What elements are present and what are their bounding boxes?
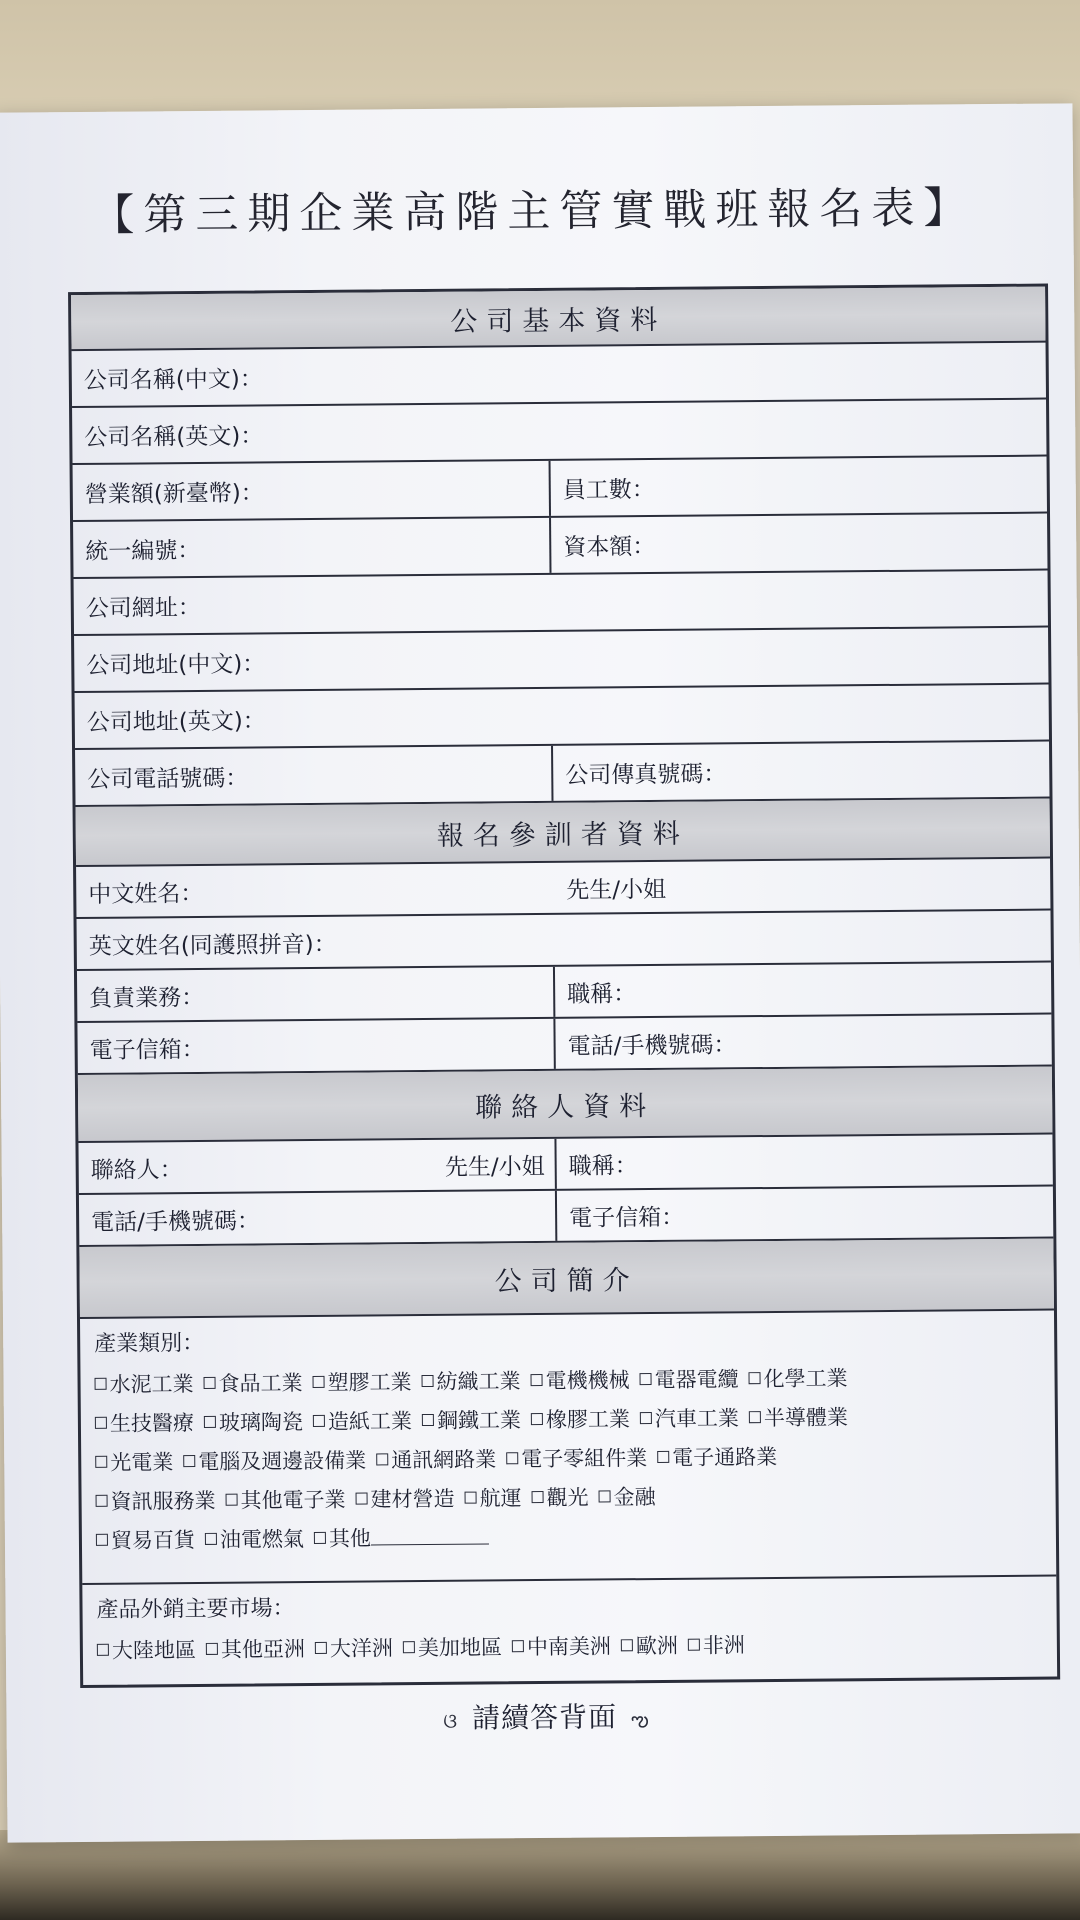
checkbox-icon[interactable] [532, 1491, 544, 1503]
checkbox-icon[interactable] [226, 1494, 238, 1506]
row-revenue-employees [73, 457, 1047, 522]
other-blank-line[interactable] [371, 1525, 489, 1545]
contact-mobile-field[interactable]: 電話/手機號碼： [79, 1191, 557, 1245]
ornament-right: ఌ [630, 1707, 650, 1732]
checkbox-option[interactable] [640, 1399, 739, 1439]
trainee-gender-label: 先生/小姐 [566, 876, 667, 904]
checkbox-option[interactable] [355, 1480, 454, 1520]
checkbox-icon[interactable] [376, 1453, 388, 1465]
checkbox-label: 光電業 [110, 1450, 174, 1475]
checkbox-option[interactable] [205, 1520, 304, 1560]
checkbox-option[interactable] [421, 1362, 520, 1402]
checkbox-icon[interactable] [96, 1495, 108, 1507]
website-field[interactable]: 公司網址： [85, 594, 201, 622]
checkbox-option[interactable] [376, 1440, 496, 1480]
checkbox-option[interactable] [95, 1443, 173, 1483]
checkbox-label: 油電燃氣 [219, 1527, 305, 1552]
checkbox-icon[interactable] [749, 1411, 761, 1423]
row-company-name-zh [72, 343, 1046, 408]
checkbox-icon[interactable] [422, 1414, 434, 1426]
checkbox-label: 建材營造 [370, 1486, 455, 1512]
checkbox-label: 其他電子業 [240, 1487, 346, 1513]
checkbox-label: 食品工業 [218, 1371, 303, 1396]
checkbox-label: 金融 [613, 1485, 656, 1510]
checkbox-icon[interactable] [530, 1374, 542, 1386]
row-contact-mobile-email [79, 1187, 1053, 1247]
checkbox-icon[interactable] [205, 1533, 217, 1545]
contact-title-field[interactable]: 職稱： [568, 1152, 638, 1180]
checkbox-icon[interactable] [657, 1451, 669, 1463]
checkbox-icon[interactable] [95, 1378, 107, 1390]
checkbox-label: 鋼鐵工業 [436, 1408, 522, 1433]
contact-name-field[interactable] [78, 1139, 556, 1193]
background-bottom [0, 1830, 1080, 1920]
checkbox-label: 貿易百貨 [110, 1528, 196, 1553]
checkbox-icon[interactable] [512, 1640, 524, 1652]
checkbox-label: 電器電纜 [654, 1367, 739, 1393]
checkbox-option[interactable] [203, 1364, 302, 1404]
industry-options [80, 1311, 1056, 1583]
industry-checkbox-list [94, 1358, 1042, 1561]
trainee-email-field[interactable]: 電子信箱： [77, 1019, 555, 1073]
address-en-field[interactable]: 公司地址(英文)： [86, 708, 266, 736]
trainee-duty-field[interactable]: 負責業務： [77, 967, 555, 1021]
checkbox-option[interactable] [183, 1442, 366, 1483]
market-line [97, 1624, 1043, 1671]
checkbox-icon[interactable] [465, 1492, 477, 1504]
checkbox-icon[interactable] [621, 1639, 633, 1651]
row-company-name-en [72, 400, 1046, 465]
checkbox-icon[interactable] [204, 1416, 216, 1428]
row-taxid-capital [73, 514, 1047, 579]
checkbox-option[interactable] [531, 1479, 588, 1518]
checkbox-label: 紡織工業 [436, 1369, 521, 1394]
continue-on-back-note [6, 1691, 1080, 1741]
checkbox-label: 非洲 [702, 1633, 745, 1658]
checkbox-icon[interactable] [313, 1376, 325, 1388]
checkbox-icon[interactable] [506, 1452, 518, 1464]
checkbox-label: 電子零組件業 [521, 1446, 648, 1472]
row-website [74, 571, 1048, 636]
checkbox-option[interactable] [225, 1481, 345, 1521]
contact-gender-label: 先生/小姐 [444, 1153, 545, 1181]
checkbox-icon[interactable] [356, 1493, 368, 1505]
trainee-name-en-field[interactable]: 英文姓名(同護照拼音)： [88, 931, 337, 960]
checkbox-icon[interactable] [97, 1644, 109, 1656]
checkbox-label: 電子通路業 [672, 1444, 778, 1470]
revenue-field[interactable]: 營業額(新臺幣)： [73, 461, 551, 520]
checkbox-label: 塑膠工業 [327, 1370, 412, 1395]
checkbox-label: 資訊服務業 [110, 1488, 216, 1514]
checkbox-option[interactable] [512, 1627, 611, 1667]
checkbox-option[interactable] [94, 1365, 193, 1405]
employees-field[interactable]: 員工數： [562, 476, 655, 504]
industry-label: 產業類別： [94, 1330, 205, 1357]
checkbox-label: 電腦及週邊設備業 [198, 1448, 367, 1475]
section-header-company: 公司基本資料 [71, 287, 1045, 351]
checkbox-label: 半導體業 [763, 1405, 848, 1431]
checkbox-label: 航運 [479, 1486, 522, 1511]
checkbox-icon[interactable] [531, 1413, 543, 1425]
capital-field[interactable]: 資本額： [563, 533, 656, 561]
row-industry [80, 1311, 1056, 1585]
checkbox-icon[interactable] [183, 1455, 195, 1467]
checkbox-icon[interactable] [640, 1412, 652, 1424]
contact-name-label: 聯絡人： [90, 1156, 183, 1184]
checkbox-option[interactable] [749, 1398, 848, 1438]
checkbox-icon[interactable] [95, 1417, 107, 1429]
checkbox-label: 大陸地區 [111, 1638, 196, 1663]
checkbox-label: 其他亞洲 [220, 1637, 305, 1662]
checkbox-option[interactable] [97, 1631, 196, 1671]
registration-form-sheet [0, 103, 1080, 1842]
trainee-name-zh-field[interactable]: 中文姓名： [88, 880, 204, 908]
row-trainee-duty-title [77, 963, 1051, 1023]
checkbox-label: 生技醫療 [109, 1411, 195, 1436]
checkbox-option[interactable] [95, 1404, 194, 1444]
checkbox-icon[interactable] [314, 1532, 326, 1544]
checkbox-option[interactable] [204, 1403, 303, 1443]
checkbox-label: 大洋洲 [329, 1636, 393, 1661]
company-phone-field[interactable]: 公司電話號碼： [75, 746, 553, 805]
checkbox-option[interactable] [315, 1629, 393, 1669]
checkbox-option[interactable] [748, 1359, 847, 1399]
checkbox-label: 其他 [328, 1526, 372, 1551]
continue-text: 請續答背面 [471, 1700, 618, 1735]
checkbox-option[interactable] [312, 1363, 411, 1403]
checkbox-label: 化學工業 [763, 1366, 848, 1392]
checkbox-label: 造紙工業 [327, 1409, 413, 1434]
industry-line [96, 1514, 1042, 1561]
checkbox-label: 通訊網路業 [391, 1447, 497, 1473]
address-zh-field[interactable]: 公司地址(中文)： [86, 651, 266, 679]
form-title: 【第三期企業高階主管實戰班報名表】 [91, 183, 976, 241]
checkbox-option[interactable] [206, 1630, 305, 1670]
checkbox-option[interactable] [464, 1479, 521, 1518]
checkbox-option[interactable] [531, 1400, 630, 1440]
company-name-zh-field[interactable]: 公司名稱(中文)： [83, 366, 263, 394]
checkbox-option[interactable] [95, 1482, 215, 1522]
market-checkbox-list [97, 1624, 1043, 1671]
checkbox-icon[interactable] [95, 1456, 107, 1468]
company-fax-field[interactable]: 公司傳真號碼： [565, 761, 727, 789]
trainee-mobile-field[interactable]: 電話/手機號碼： [567, 1031, 737, 1060]
checkbox-icon[interactable] [206, 1643, 218, 1655]
ornament-left: ଓ [443, 1708, 459, 1733]
checkbox-option[interactable] [313, 1402, 412, 1442]
checkbox-label: 歐洲 [635, 1633, 678, 1659]
market-label: 產品外銷主要市場： [96, 1596, 295, 1623]
contact-email-field[interactable]: 電子信箱： [569, 1204, 685, 1232]
section-header-trainee: 報名參訓者資料 [76, 799, 1050, 867]
row-address-en [75, 685, 1049, 750]
market-options [82, 1577, 1057, 1685]
checkbox-icon[interactable] [204, 1377, 216, 1389]
checkbox-option[interactable] [688, 1626, 745, 1665]
checkbox-icon[interactable] [96, 1534, 108, 1546]
checkbox-option[interactable] [530, 1361, 629, 1401]
checkbox-icon[interactable] [748, 1372, 760, 1384]
section-header-contact: 聯絡人資料 [78, 1067, 1053, 1143]
checkbox-label: 玻璃陶瓷 [218, 1410, 304, 1435]
checkbox-option[interactable] [639, 1360, 738, 1400]
checkbox-label: 觀光 [546, 1485, 589, 1510]
row-trainee-email-mobile [77, 1015, 1051, 1075]
row-trainee-name-en [77, 911, 1051, 971]
tax-id-field[interactable]: 統一編號： [73, 518, 551, 577]
checkbox-option[interactable] [96, 1521, 195, 1561]
trainee-title-field[interactable]: 職稱： [567, 980, 637, 1008]
section-header-profile: 公司簡介 [79, 1239, 1054, 1319]
checkbox-icon[interactable] [599, 1490, 611, 1502]
checkbox-option[interactable] [506, 1439, 647, 1479]
checkbox-option[interactable] [422, 1401, 521, 1441]
row-markets [82, 1577, 1057, 1685]
checkbox-icon[interactable] [422, 1375, 434, 1387]
checkbox-label: 美加地區 [417, 1635, 502, 1661]
checkbox-label: 汽車工業 [654, 1406, 739, 1432]
company-name-en-field[interactable]: 公司名稱(英文)： [84, 423, 264, 451]
checkbox-option[interactable] [657, 1438, 777, 1478]
checkbox-icon[interactable] [688, 1639, 700, 1651]
checkbox-icon[interactable] [313, 1415, 325, 1427]
checkbox-option[interactable] [598, 1478, 655, 1517]
checkbox-icon[interactable] [403, 1641, 415, 1653]
checkbox-option[interactable] [621, 1627, 678, 1666]
checkbox-label: 水泥工業 [109, 1372, 194, 1397]
row-address-zh [74, 628, 1048, 693]
checkbox-option[interactable] [314, 1518, 489, 1559]
checkbox-label: 電機機械 [545, 1368, 630, 1393]
checkbox-icon[interactable] [639, 1373, 651, 1385]
form-table [68, 284, 1060, 1688]
row-trainee-name-zh [76, 859, 1050, 919]
checkbox-icon[interactable] [315, 1642, 327, 1654]
row-phone-fax [75, 742, 1049, 807]
checkbox-option[interactable] [403, 1628, 502, 1668]
checkbox-label: 中南美洲 [526, 1634, 611, 1660]
checkbox-label: 橡膠工業 [545, 1407, 631, 1432]
row-contact-title [78, 1135, 1052, 1195]
